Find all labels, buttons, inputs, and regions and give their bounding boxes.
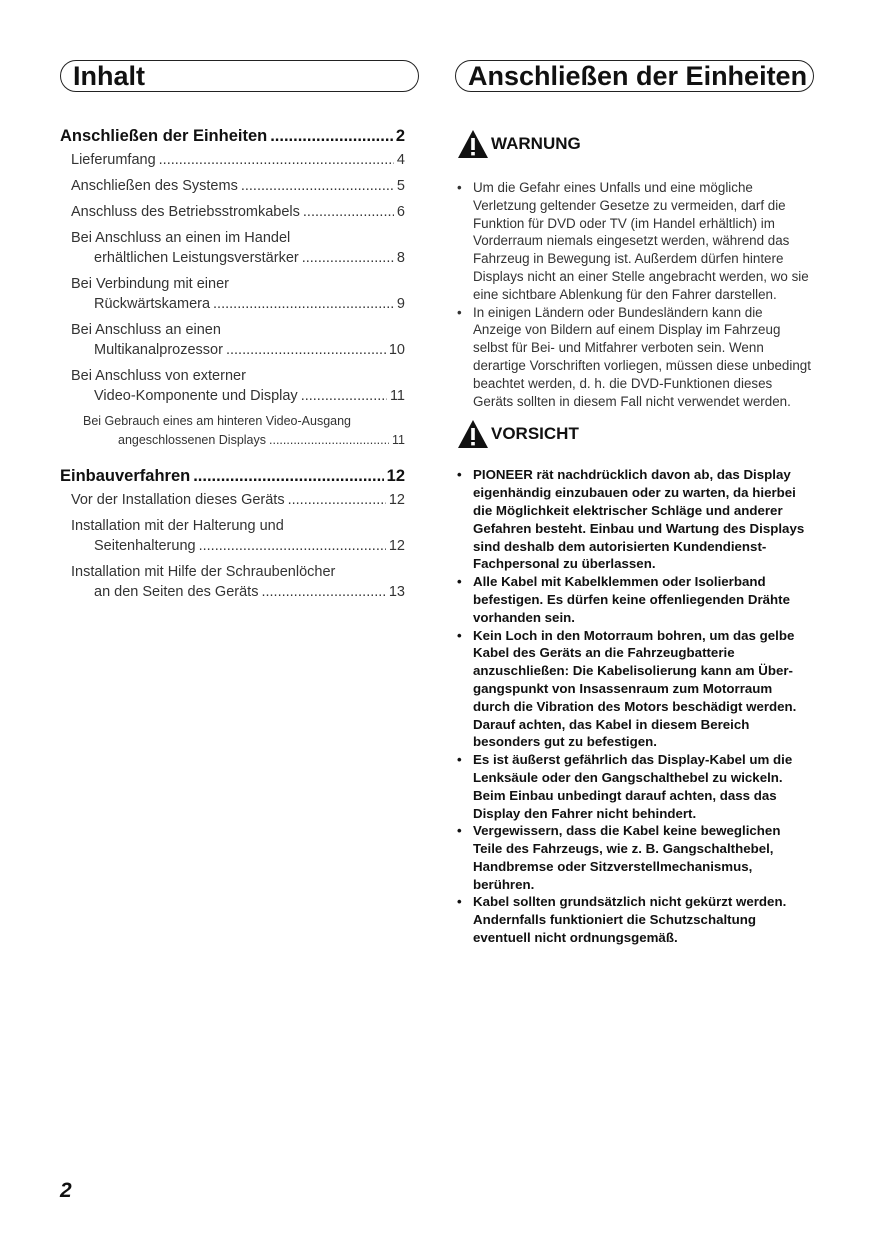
- toc-entry[interactable]: [60, 202, 405, 222]
- warning-item: • Um die Gefahr eines Unfalls und eine mögliche Verletzung geltender Gesetze zu vermeiden, darf die Funktion für DVD oder TV (im Handel erhältlich) im Vorderraum niemals eingesetzt werden, während das Fahrzeug in Bewegung ist. Außerdem dürfen hintere Displays nicht an einer Stelle angebracht werden, wo sie eine sichtbare Ablenkung für den Fahrer darstellen.: [457, 179, 812, 304]
- toc-entry-label-cont: Multikanalprozessor: [94, 342, 223, 358]
- toc-page: 11: [389, 388, 405, 404]
- caution-item: • Kabel sollten grundsätzlich nicht gekürzt werden. Andernfalls funktioniert die Schutzschaltung eventuell nicht ordnungsgemäß.: [457, 893, 812, 946]
- toc-subentry[interactable]: [60, 412, 405, 450]
- toc-entry-label: Bei Verbindung mit einer: [71, 276, 229, 292]
- toc-page: 2: [395, 127, 405, 145]
- warning-item: • In einigen Ländern oder Bundesländern kann die Anzeige von Bildern auf einem Display im Fahrzeug selbst für Bei- und Mitfahrer verboten sein. Wenn derartige Vorschriften vorliegen, müssen diese unbedingt beachtet werden, d. h. die DVD-Funktionen dieses Geräts sollten in diesem Fall nicht verwendet werden.: [457, 304, 812, 411]
- caution-item: • Vergewissern, dass die Kabel keine beweglichen Teile des Fahrzeugs, wie z. B. Gangschalthebel, Handbremse oder Sitzverstellmechanismus, berühren.: [457, 822, 812, 893]
- toc-entry-label: Lieferumfang: [71, 152, 156, 168]
- toc-leader: [226, 340, 386, 360]
- toc-entry[interactable]: [60, 366, 405, 406]
- toc-page: 9: [396, 296, 405, 312]
- contents-header: Inhalt: [60, 60, 419, 92]
- toc-page: 8: [396, 250, 405, 266]
- toc-leader: [301, 386, 387, 406]
- caution-list: [457, 466, 812, 947]
- warning-list: [457, 179, 812, 410]
- toc-entry[interactable]: [60, 274, 405, 314]
- toc-section[interactable]: [60, 466, 405, 486]
- toc-entry-label: Installation mit der Halterung und: [71, 518, 284, 534]
- toc-entry-label-cont: erhältlichen Leistungsverstärker: [94, 250, 299, 266]
- toc-entry-label-cont: angeschlossenen Displays: [118, 433, 267, 447]
- toc-entry[interactable]: [60, 320, 405, 360]
- toc-page: 12: [386, 467, 405, 485]
- toc-entry-label: Bei Anschluss an einen im Handel: [71, 230, 291, 246]
- toc-section-title: Einbauverfahren: [60, 467, 191, 485]
- toc-entry-label: Anschluss des Betriebsstromkabels: [71, 204, 300, 220]
- toc-entry-label: Bei Gebrauch eines am hinteren Video-Ausgang: [83, 414, 351, 428]
- toc-page: 10: [388, 342, 405, 358]
- toc-entry-label: Installation mit Hilfe der Schraubenlöcher: [71, 564, 336, 580]
- toc-section-title: Anschließen der Einheiten: [60, 127, 268, 145]
- caution-item: • Kein Loch in den Motorraum bohren, um das gelbe Kabel des Geräts an die Fahrzeugbatterie anzuschließen: Die Kabelisolierung kann am Über-gangspunkt von Insassenraum zum Motorraum durch die Vibration des Motors beschädigt werden. Darauf achten, das Kabel in diesem Bereich besonders gut zu befestigen.: [457, 627, 812, 752]
- toc-page: 12: [388, 492, 405, 508]
- caution-item: • Alle Kabel mit Kabelklemmen oder Isolierband befestigen. Es dürfen keine offenliegenden Drähte vorhanden sein.: [457, 573, 812, 626]
- toc-leader: [288, 490, 386, 510]
- toc-entry-label: Anschließen des Systems: [71, 178, 238, 194]
- toc-page: 12: [388, 538, 405, 554]
- toc-page: 13: [388, 584, 405, 600]
- toc-leader: [159, 150, 394, 170]
- toc-leader: [199, 536, 386, 556]
- toc-leader: [213, 294, 394, 314]
- toc-leader: [270, 126, 393, 146]
- caution-item: • PIONEER rät nachdrücklich davon ab, das Display eigenhändig einzubauen oder zu warten, da hierbei die Möglichkeit elektrischer Schläge und anderer Gefahren besteht. Einbau und Wartung des Displays sind deshalb dem autorisierten Kundendienst-Fachpersonal zu überlassen.: [457, 466, 812, 573]
- toc-leader: [261, 582, 385, 602]
- toc-entry-label-cont: Rückwärtskamera: [94, 296, 211, 312]
- caution-triangle-icon: [457, 419, 489, 449]
- toc-entry-label: Vor der Installation dieses Geräts: [71, 492, 285, 508]
- toc-entry-label-cont: an den Seiten des Geräts: [94, 584, 259, 600]
- toc-entry-label-cont: Video-Komponente und Display: [94, 388, 298, 404]
- toc-leader: [303, 202, 394, 222]
- warning-heading: [457, 128, 812, 160]
- toc-entry-label: Bei Anschluss an einen: [71, 322, 221, 338]
- toc-page: 4: [396, 152, 405, 168]
- toc-entry[interactable]: [60, 562, 405, 602]
- warning-title: WARNUNG: [491, 134, 581, 153]
- toc-leader: [302, 248, 394, 268]
- right-column: [457, 128, 812, 947]
- toc-page: 6: [396, 204, 405, 220]
- toc-entry-label: Bei Anschluss von externer: [71, 368, 246, 384]
- toc-section[interactable]: [60, 126, 405, 146]
- caution-item: • Es ist äußerst gefährlich das Display-Kabel um die Lenksäule oder den Gangschalthebel zu wickeln. Beim Einbau unbedingt darauf achten, dass das Display den Fahrer nicht behindert.: [457, 751, 812, 822]
- table-of-contents: [60, 126, 405, 608]
- toc-page: 11: [392, 433, 405, 447]
- toc-leader: [193, 466, 383, 486]
- toc-entry[interactable]: [60, 176, 405, 196]
- toc-entry-label-cont: Seitenhalterung: [94, 538, 196, 554]
- toc-leader: [269, 431, 389, 450]
- toc-entry[interactable]: [60, 150, 405, 170]
- caution-title: VORSICHT: [491, 424, 579, 444]
- section-header: Anschließen der Einheiten: [455, 60, 814, 92]
- toc-entry[interactable]: [60, 516, 405, 556]
- toc-entry[interactable]: [60, 228, 405, 268]
- toc-entry[interactable]: [60, 490, 405, 510]
- warning-triangle-icon: [457, 129, 489, 159]
- toc-leader: [241, 176, 394, 196]
- toc-page: 5: [396, 178, 405, 194]
- caution-heading: [457, 418, 812, 450]
- page-number: 2: [60, 1179, 72, 1202]
